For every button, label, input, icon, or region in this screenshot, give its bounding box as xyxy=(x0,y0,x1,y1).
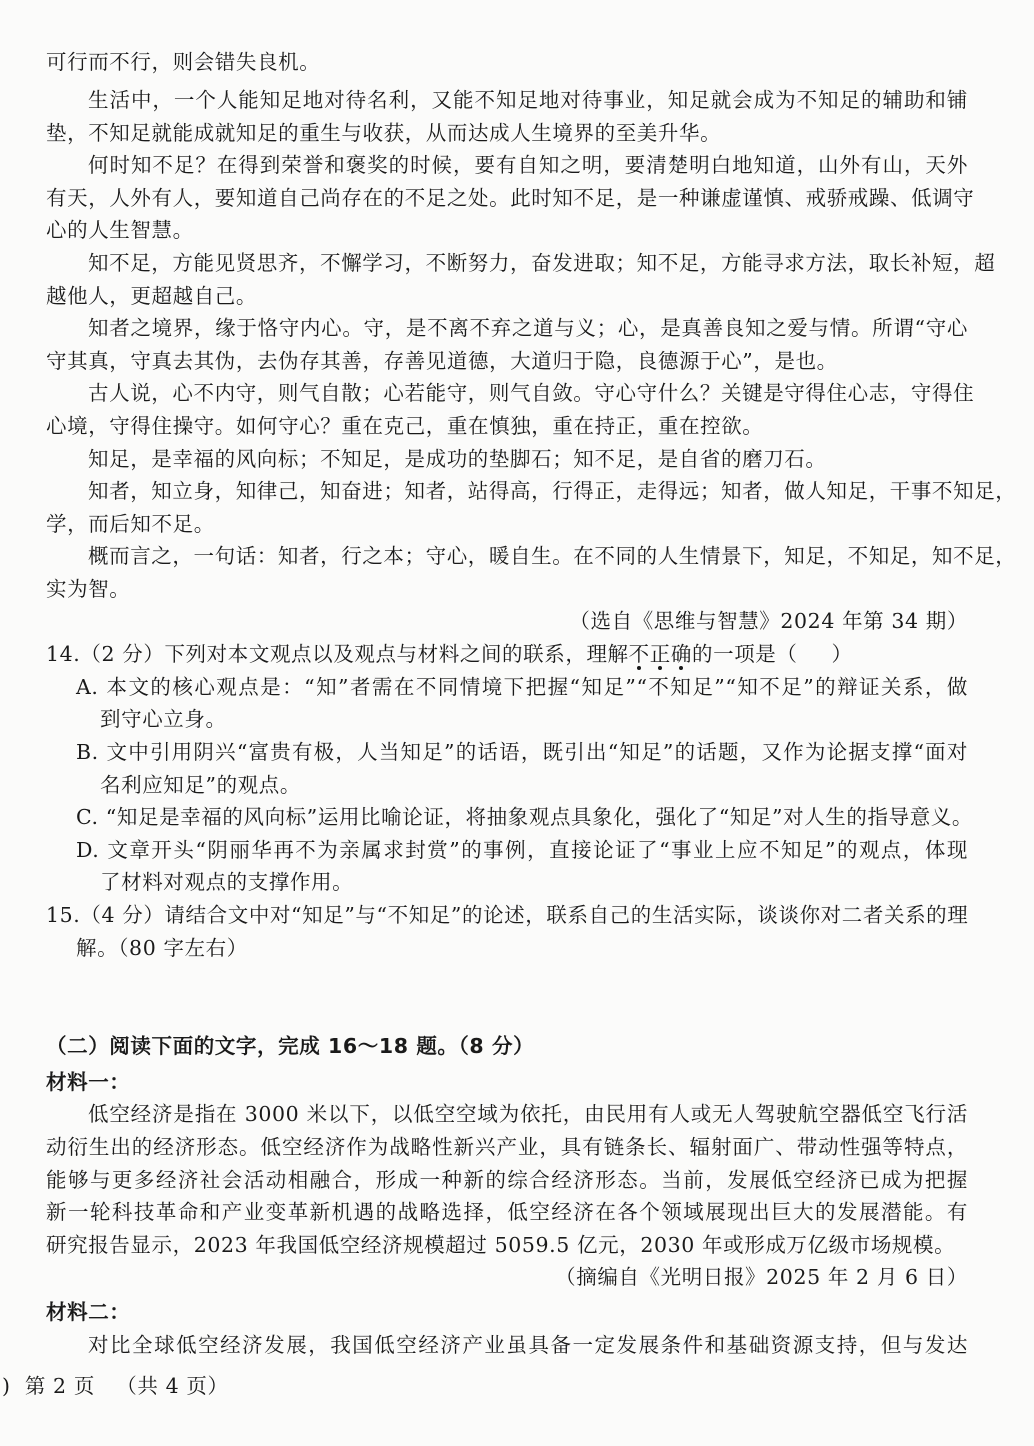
material-1-line: 研究报告显示，2023 年我国低空经济规模超过 5059.5 亿元，2030 年或形成万亿级市场规模。 xyxy=(46,1233,956,1257)
passage-line: 知者，知立身，知律己，知奋进；知者，站得高，行得正，走得远；知者，做人知足，干事不知足， xyxy=(88,479,1017,503)
option-a[interactable]: A. 本文的核心观点是：“知”者需在不同情境下把握“知足”“不知足”“知不足”的辩证关系，做 xyxy=(76,675,968,699)
passage-line: 有天，人外有人，要知道自己尚存在的不足之处。此时知不足，是一种谦虚谨慎、戒骄戒躁、低调守 xyxy=(46,186,975,210)
dotted-char: 确 xyxy=(670,642,692,666)
section-heading: （二）阅读下面的文字，完成 16～18 题。（8 分） xyxy=(46,1034,535,1058)
passage-line: 越他人，更超越自己。 xyxy=(46,284,257,308)
passage-line: 可行而不行，则会错失良机。 xyxy=(46,50,321,74)
material-1-source: （摘编自《光明日报》2025 年 2 月 6 日） xyxy=(555,1265,968,1289)
material-1-line: 低空经济是指在 3000 米以下，以低空空域为依托，由民用有人或无人驾驶航空器低空飞行活 xyxy=(88,1102,968,1126)
material-2-line: 对比全球低空经济发展，我国低空经济产业虽具备一定发展条件和基础资源支持，但与发达 xyxy=(88,1333,968,1357)
material-1-label: 材料一： xyxy=(46,1070,131,1094)
passage-line: 守其真，守真去其伪，去伪存其善，存善见道德，大道归于隐，良德源于心”，是也。 xyxy=(46,349,838,373)
page-total: （共 4 页） xyxy=(116,1374,229,1398)
passage-line: 知者之境界，缘于恪守内心。守，是不离不弃之道与义；心，是真善良知之爱与情。所谓“守心 xyxy=(88,316,968,340)
passage-line: 心的人生智慧。 xyxy=(46,218,194,242)
option-c[interactable]: C. “知足是幸福的风向标”运用比喻论证，将抽象观点具象化，强化了“知足”对人生的指导意义。 xyxy=(76,805,974,829)
dotted-char: 不 xyxy=(628,642,650,666)
passage-line: 实为智。 xyxy=(46,577,131,601)
passage-line: 知不足，方能见贤思齐，不懈学习，不断努力，奋发进取；知不足，方能寻求方法，取长补短，超 xyxy=(88,251,996,275)
passage-line: 古人说，心不内守，则气自散；心若能守，则气自敛。守心守什么？关键是守得住心志，守得住 xyxy=(88,381,975,405)
passage-source: （选自《思维与智慧》2024 年第 34 期） xyxy=(569,609,968,633)
emphasis-dotted-text xyxy=(629,642,692,666)
passage-line: 学，而后知不足。 xyxy=(46,512,215,536)
page-footer: ) 第 2 页 （共 4 页） xyxy=(2,1374,229,1398)
page-number: 第 2 页 xyxy=(24,1374,95,1398)
dotted-char: 正 xyxy=(649,642,671,666)
passage-line: 何时知不足？在得到荣誉和褒奖的时候，要有自知之明，要清楚明白地知道，山外有山，天外 xyxy=(88,153,968,177)
option-b-cont: 名利应知足”的观点。 xyxy=(100,773,301,797)
passage-line: 心境，守得住操守。如何守心？重在克己，重在慎独，重在持正，重在控欲。 xyxy=(46,414,764,438)
option-d-cont: 了材料对观点的支撑作用。 xyxy=(100,870,354,894)
question-14-stem: 14.（2 分）下列对本文观点以及观点与材料之间的联系，理解不正确的一项是（ ） xyxy=(46,642,853,666)
passage-line: 生活中，一个人能知足地对待名利，又能不知足地对待事业，知足就会成为不知足的辅助和铺 xyxy=(88,88,968,112)
option-d[interactable]: D. 文章开头“阴丽华再不为亲属求封赏”的事例，直接论证了“事业上应不知足”的观点，体现 xyxy=(76,838,968,862)
option-b[interactable]: B. 文中引用阴兴“富贵有极，人当知足”的话语，既引出“知足”的话题，又作为论据支撑“面对 xyxy=(76,740,968,764)
material-1-line: 动衍生出的经济形态。低空经济作为战略性新兴产业，具有链条长、辐射面广、带动性强等特点， xyxy=(46,1135,968,1159)
passage-line: 垫，不知足就能成就知足的重生与收获，从而达成人生境界的至美升华。 xyxy=(46,121,722,145)
question-15-stem: 15.（4 分）请结合文中对“知足”与“不知足”的论述，联系自己的生活实际，谈谈你对二者关系的理 xyxy=(46,903,969,927)
question-15-cont: 解。（80 字左右） xyxy=(76,936,248,960)
passage-line: 概而言之，一句话：知者，行之本；守心，暖自生。在不同的人生情景下，知足，不知足，知不足， xyxy=(88,544,1017,568)
material-1-line: 新一轮科技革命和产业变革新机遇的战略选择，低空经济在各个领域展现出巨大的发展潜能。有 xyxy=(46,1200,968,1224)
material-1-line: 能够与更多经济社会活动相融合，形成一种新的综合经济形态。当前，发展低空经济已成为把握 xyxy=(46,1168,968,1192)
option-a-cont: 到守心立身。 xyxy=(100,707,227,731)
material-2-label: 材料二： xyxy=(46,1300,131,1324)
passage-line: 知足，是幸福的风向标；不知足，是成功的垫脚石；知不足，是自省的磨刀石。 xyxy=(88,447,827,471)
